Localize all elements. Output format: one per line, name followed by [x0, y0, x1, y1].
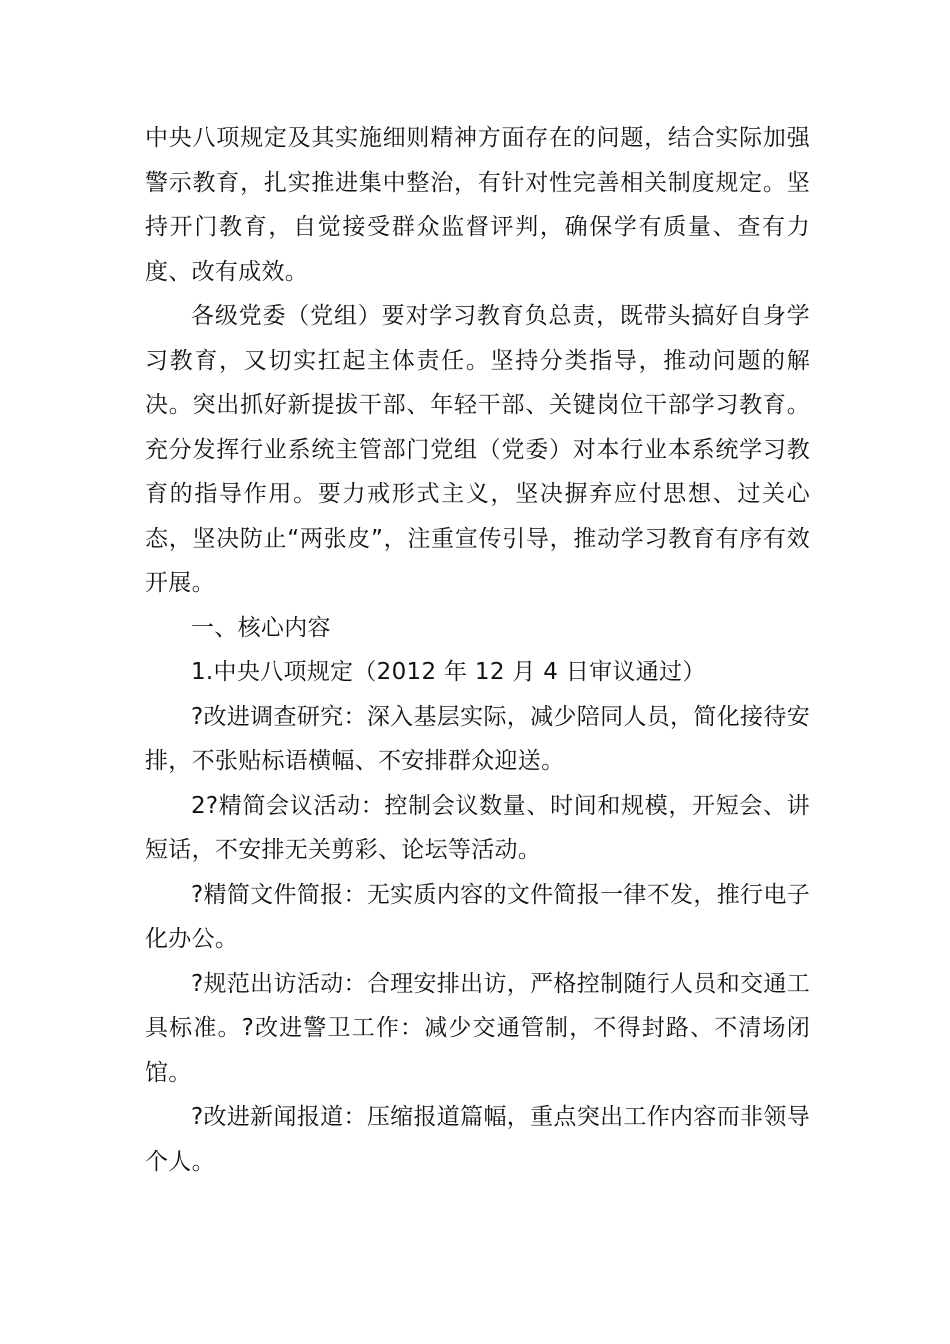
paragraph-continuation: 中央八项规定及其实施细则精神方面存在的问题，结合实际加强警示教育，扎实推进集中整治，有针对性完善相关制度规定。坚持开门教育，自觉接受群众监督评判，确保学有质量、查有力度、改有成效。: [145, 125, 810, 285]
paragraph-party-committee-responsibility: 各级党委（党组）要对学习教育负总责，既带头搞好自身学习教育，又切实扛起主体责任。坚持分类指导，推动问题的解决。突出抓好新提拔干部、年轻干部、关键岗位干部学习教育。充分发挥行业系统主管部门党组（党委）对本行业本系统学习教育的指导作用。要力戒形式主义，坚决摒弃应付思想、过关心态，坚决防止“两张皮”，注重宣传引导，推动学习教育有序有效开展。: [145, 303, 810, 596]
list-item-news-reporting: ?改进新闻报道：压缩报道篇幅，重点突出工作内容而非领导个人。: [145, 1104, 810, 1175]
body-text: [145, 116, 810, 1184]
subheading-eight-point-regulation: 1.中央八项规定（2012 年 12 月 4 日审议通过）: [191, 659, 706, 685]
list-item-meetings: 2?精简会议活动：控制会议数量、时间和规模，开短会、讲短话，不安排无关剪彩、论坛等活动。: [145, 792, 810, 863]
list-item-visits-security: ?规范出访活动：合理安排出访，严格控制随行人员和交通工具标准。?改进警卫工作：减少交通管制，不得封路、不清场闭馆。: [145, 970, 810, 1086]
list-item-investigation-research: ?改进调查研究：深入基层实际，减少陪同人员，简化接待安排，不张贴标语横幅、不安排群众迎送。: [145, 703, 810, 774]
section-heading-core-content: 一、核心内容: [191, 614, 331, 641]
list-item-documents: ?精简文件简报：无实质内容的文件简报一律不发，推行电子化办公。: [145, 881, 810, 952]
